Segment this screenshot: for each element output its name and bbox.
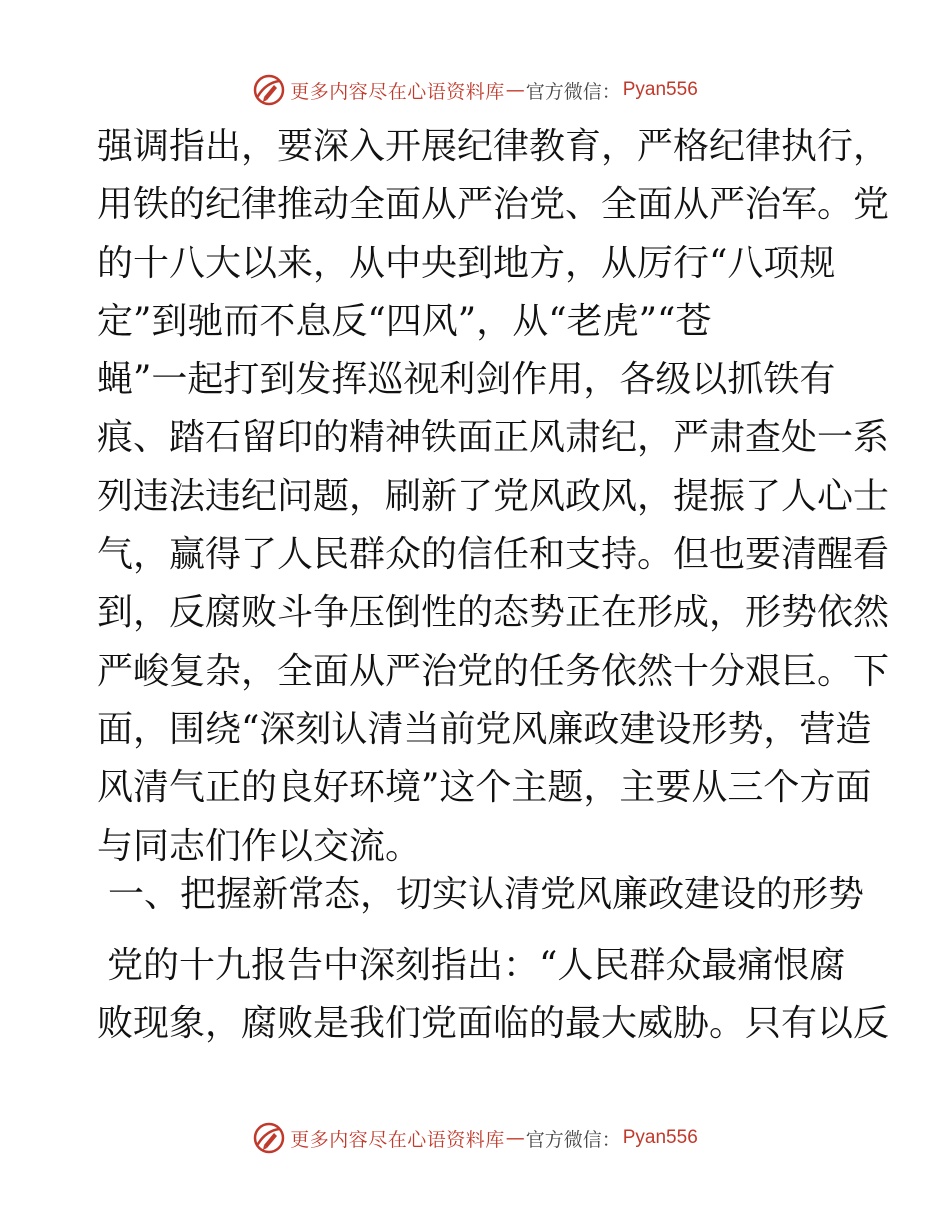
- text-line: 用铁的纪律推动全面从严治党、全面从严治军。党: [97, 184, 890, 226]
- text-line: 定”到驰而不息反“四风”，从“老虎”“苍: [97, 300, 712, 342]
- section-heading: 一、把握新常态，切实认清党风廉政建设的形势: [108, 874, 865, 915]
- text-line: 蝇”一起打到发挥巡视利剑作用，各级以抓铁有: [97, 359, 836, 401]
- watermark-wechat-id: Pyan556: [622, 1127, 698, 1148]
- text-line: 的十八大以来，从中央到地方，从厉行“八项规: [97, 242, 836, 284]
- watermark-main-text: 更多内容尽在心语资料库: [290, 80, 505, 103]
- text-line: 严峻复杂，全面从严治党的任务依然十分艰巨。下: [97, 650, 890, 692]
- pen-logo-icon: [252, 73, 286, 107]
- text-line: 列违法违纪问题，刷新了党风政风，提振了人心士: [97, 475, 890, 517]
- text-line: 气，赢得了人民群众的信任和支持。但也要清醒看: [97, 534, 890, 576]
- paragraph-2: [97, 937, 890, 1054]
- watermark-separator: —: [505, 79, 525, 101]
- text-line: 面，围绕“深刻认清当前党风廉政建设形势，营造: [97, 708, 872, 750]
- watermark-wechat-label: 官方微信：: [525, 1128, 621, 1151]
- text-line: 党的十九报告中深刻指出：“人民群众最痛恨腐: [107, 945, 846, 986]
- text-line: 风清气正的良好环境”这个主题，主要从三个方面: [97, 767, 872, 809]
- watermark-wechat-label: 官方微信：: [525, 80, 621, 103]
- watermark-header: [0, 70, 950, 110]
- watermark-separator: —: [505, 1127, 525, 1149]
- text-line: 败现象，腐败是我们党面临的最大威胁。只有以反: [97, 1003, 890, 1045]
- watermark-wechat-id: Pyan556: [622, 79, 698, 100]
- text-line: 痕、踏石留印的精神铁面正风肃纪，严肃查处一系: [97, 417, 890, 459]
- pen-logo-icon: [252, 1121, 286, 1155]
- text-line: 与同志们作以交流。: [97, 825, 422, 867]
- text-line: 到，反腐败斗争压倒性的态势正在形成，形势依然: [97, 592, 890, 634]
- paragraph-1: [97, 118, 890, 876]
- text-line: 强调指出，要深入开展纪律教育，严格纪律执行，: [97, 126, 890, 167]
- watermark-main-text: 更多内容尽在心语资料库: [290, 1128, 505, 1151]
- watermark-footer: [0, 1118, 950, 1158]
